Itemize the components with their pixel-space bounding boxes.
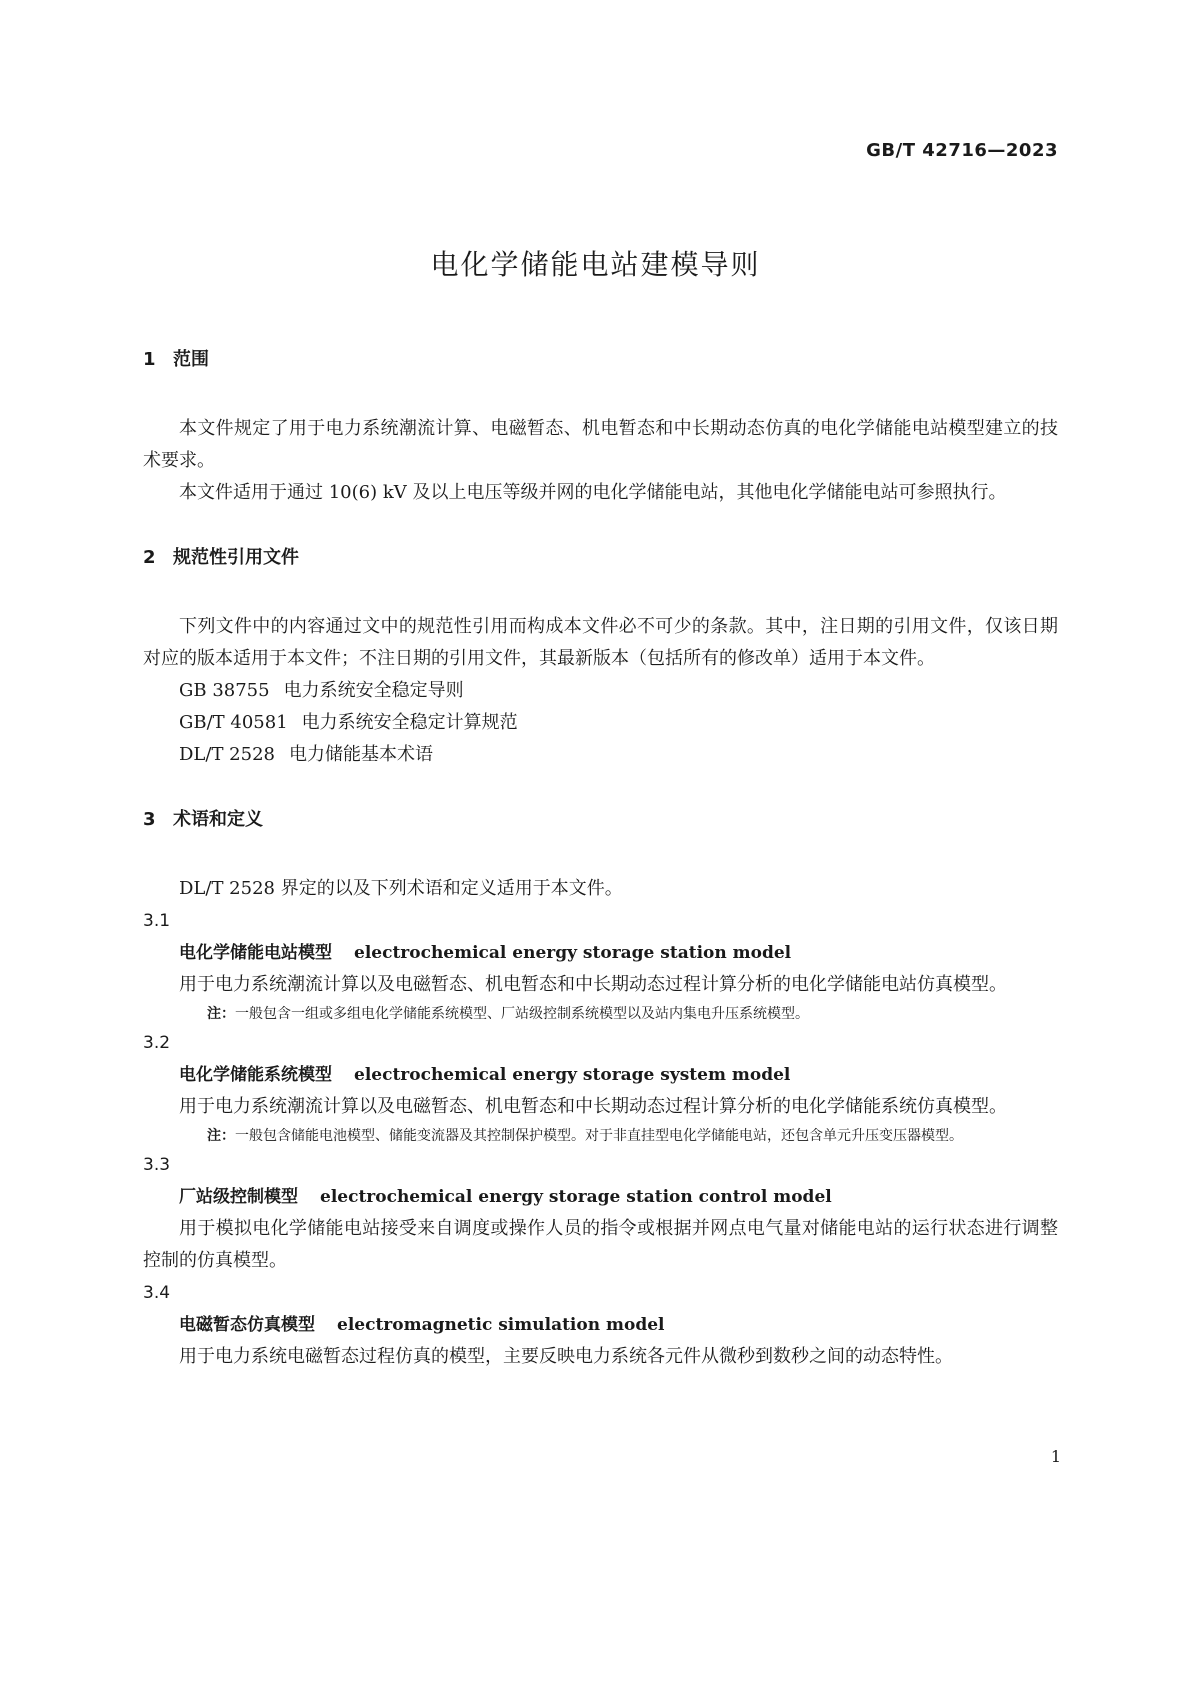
note-text: 一般包含一组或多组电化学储能系统模型、厂站级控制系统模型以及站内集电升压系统模型。 — [235, 1006, 809, 1022]
term-note — [207, 1001, 1058, 1027]
terms-intro: DL/T 2528 界定的以及下列术语和定义适用于本文件。 — [179, 878, 623, 899]
note-label: 注： — [207, 1006, 235, 1022]
page-number: 1 — [1050, 1447, 1061, 1466]
term-definition: 用于模拟电化学储能电站接受来自调度或操作人员的指令或根据并网点电气量对储能电站的运行状态进行调整控制的仿真模型。 — [143, 1218, 1058, 1271]
reference-code: DL/T 2528 — [179, 744, 275, 765]
term-heading — [143, 1181, 1058, 1213]
term-number: 3.3 — [143, 1155, 171, 1175]
section-title: 规范性引用文件 — [173, 547, 299, 568]
standard-code: GB/T 42716—2023 — [866, 140, 1058, 161]
term-zh: 电化学储能电站模型 — [179, 943, 332, 963]
references-intro: 下列文件中的内容通过文中的规范性引用而构成本文件必不可少的条款。其中，注日期的引用文件，仅该日期对应的版本适用于本文件；不注日期的引用文件，其最新版本（包括所有的修改单）适用于本文件。 — [143, 616, 1058, 669]
reference-item — [143, 707, 1058, 739]
term-note — [207, 1123, 1058, 1149]
term-en: electrochemical energy storage system model — [354, 1065, 791, 1085]
section-number: 3 — [143, 809, 156, 830]
term-number: 3.2 — [143, 1033, 171, 1053]
term-number: 3.1 — [143, 911, 171, 931]
term-heading — [143, 1059, 1058, 1091]
term-heading — [143, 937, 1058, 969]
term-number: 3.4 — [143, 1283, 171, 1303]
term-en: electrochemical energy storage station model — [354, 943, 792, 963]
section-1-heading — [143, 345, 1058, 375]
note-label: 注： — [207, 1128, 235, 1144]
note-text: 一般包含储能电池模型、储能变流器及其控制保护模型。对于非直挂型电化学储能电站，还包含单元升压变压器模型。 — [235, 1128, 963, 1144]
term-en: electrochemical energy storage station control model — [320, 1187, 832, 1207]
term-zh: 厂站级控制模型 — [179, 1187, 298, 1207]
reference-title: 电力储能基本术语 — [289, 744, 433, 765]
reference-title: 电力系统安全稳定计算规范 — [301, 712, 518, 733]
scope-paragraph-1: 本文件规定了用于电力系统潮流计算、电磁暂态、机电暂态和中长期动态仿真的电化学储能电站模型建立的技术要求。 — [143, 418, 1058, 471]
section-title: 范围 — [173, 349, 209, 370]
reference-item — [143, 675, 1058, 707]
term-definition: 用于电力系统电磁暂态过程仿真的模型，主要反映电力系统各元件从微秒到数秒之间的动态特性。 — [179, 1346, 953, 1367]
reference-title: 电力系统安全稳定导则 — [283, 680, 464, 701]
document-body — [143, 345, 1058, 1373]
reference-code: GB 38755 — [179, 680, 270, 701]
reference-code: GB/T 40581 — [179, 712, 288, 733]
term-definition: 用于电力系统潮流计算以及电磁暂态、机电暂态和中长期动态过程计算分析的电化学储能电站仿真模型。 — [179, 974, 1007, 995]
section-number: 1 — [143, 349, 156, 370]
term-zh: 电磁暂态仿真模型 — [179, 1315, 315, 1335]
section-title: 术语和定义 — [173, 809, 263, 830]
term-en: electromagnetic simulation model — [337, 1315, 665, 1335]
section-3-heading — [143, 805, 1058, 835]
scope-paragraph-2: 本文件适用于通过 10(6) kV 及以上电压等级并网的电化学储能电站，其他电化学储能电站可参照执行。 — [179, 482, 1007, 503]
term-definition: 用于电力系统潮流计算以及电磁暂态、机电暂态和中长期动态过程计算分析的电化学储能系统仿真模型。 — [179, 1096, 1007, 1117]
reference-item — [143, 739, 1058, 771]
section-2-heading — [143, 543, 1058, 573]
term-zh: 电化学储能系统模型 — [179, 1065, 332, 1085]
section-number: 2 — [143, 547, 156, 568]
term-heading — [143, 1309, 1058, 1341]
document-title: 电化学储能电站建模导则 — [430, 248, 761, 281]
